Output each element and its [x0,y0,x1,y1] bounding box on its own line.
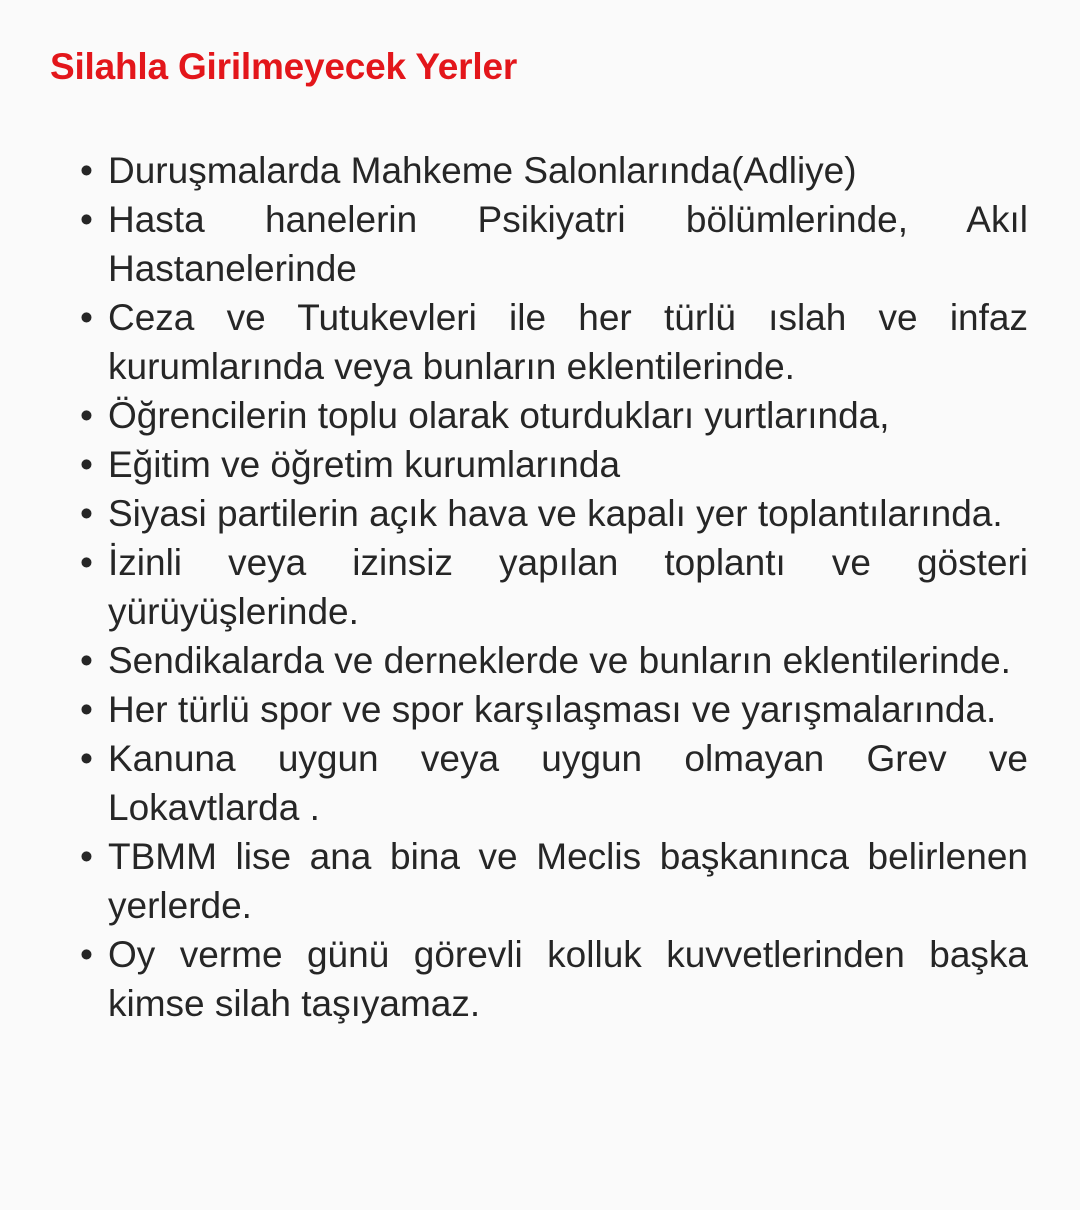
list-item-text: Siyasi partilerin açık hava ve kapalı yer toplantılarında. [108,493,1003,534]
bullet-icon: • [80,150,93,191]
restricted-places-list [80,146,1028,1028]
bullet-icon: • [80,395,93,436]
list-item-text: TBMM lise ana bina ve Meclis başkanınca belirlenen yerlerde. [108,836,1028,926]
list-item [80,930,1028,1028]
list-item [80,636,1028,685]
list-item [80,489,1028,538]
list-item-text: Oy verme günü görevli kolluk kuvvetlerinden başka kimse silah taşıyamaz. [108,934,1028,1024]
bullet-icon: • [80,297,93,338]
list-item-text: İzinli veya izinsiz yapılan toplantı ve gösteri yürüyüşlerinde. [108,542,1028,632]
list-item [80,832,1028,930]
bullet-icon: • [80,640,93,681]
list-item-text: Kanuna uygun veya uygun olmayan Grev ve Lokavtlarda . [108,738,1028,828]
list-item [80,538,1028,636]
bullet-icon: • [80,493,93,534]
page-title: Silahla Girilmeyecek Yerler [50,46,518,87]
list-item [80,195,1028,293]
list-item [80,440,1028,489]
bullet-icon: • [80,199,93,240]
bullet-icon: • [80,689,93,730]
list-item-text: Hasta hanelerin Psikiyatri bölümlerinde, Akıl Hastanelerinde [108,199,1028,289]
list-item [80,734,1028,832]
list-item [80,293,1028,391]
bullet-icon: • [80,836,93,877]
bullet-icon: • [80,934,93,975]
list-item-text: Öğrencilerin toplu olarak oturdukları yurtlarında, [108,395,890,436]
bullet-icon: • [80,444,93,485]
list-item-text: Eğitim ve öğretim kurumlarında [108,444,621,485]
list-item [80,685,1028,734]
list-item-text: Duruşmalarda Mahkeme Salonlarında(Adliye) [108,150,857,191]
list-item [80,146,1028,195]
list-item-text: Sendikalarda ve derneklerde ve bunların eklentilerinde. [108,640,1011,681]
bullet-icon: • [80,542,93,583]
list-item [80,391,1028,440]
list-item-text: Ceza ve Tutukevleri ile her türlü ıslah ve infaz kurumlarında veya bunların eklentilerinde. [108,297,1028,387]
bullet-icon: • [80,738,93,779]
list-item-text: Her türlü spor ve spor karşılaşması ve yarışmalarında. [108,689,997,730]
